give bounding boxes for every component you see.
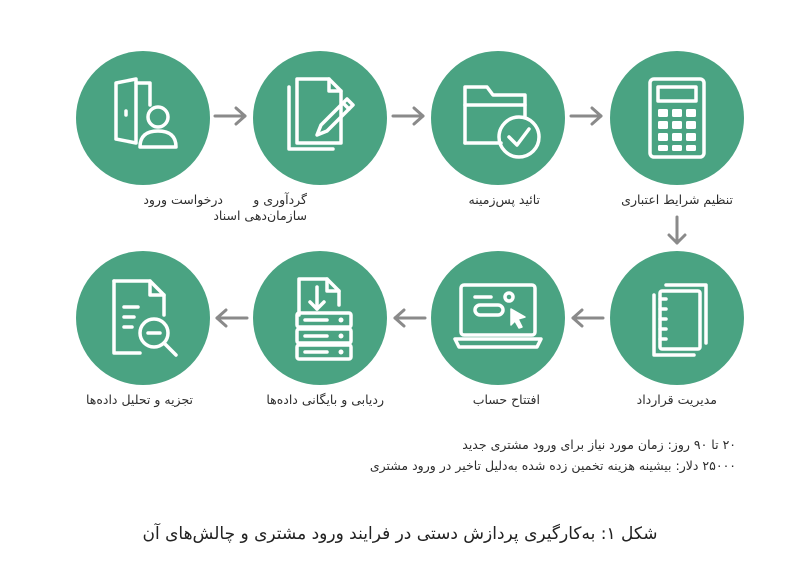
step-label-contract-management: مدیریت قرارداد — [636, 392, 717, 407]
step-label-request: درخواست ورود — [143, 192, 223, 207]
step-circle-request — [76, 51, 210, 185]
step-circle-contract-management — [610, 251, 744, 385]
step-circle-credit-terms — [610, 51, 744, 185]
arrow-down — [667, 214, 687, 248]
arrow-left-2 — [390, 308, 428, 328]
step-circle-tracking-archiving — [253, 251, 387, 385]
door-user-icon — [76, 51, 210, 185]
step-label-credit-terms: تنظیم شرایط اعتباری — [621, 192, 733, 207]
arrow-right-3 — [568, 106, 606, 126]
step-circle-collect-documents — [253, 51, 387, 185]
arrow-left-1 — [568, 308, 606, 328]
step-label-tracking-archiving: ردیابی و بایگانی داده‌ها — [266, 392, 384, 407]
step-circle-data-analysis — [76, 251, 210, 385]
note-delay-cost: ۲۵۰۰۰ دلار: بیشینه هزینه تخمین زده شده به‌دلیل تاخیر در ورود مشتری — [369, 458, 736, 473]
arrow-left-3 — [212, 308, 250, 328]
arrow-right-2 — [390, 106, 428, 126]
step-label-account-opening: افتتاح حساب — [472, 392, 540, 407]
document-database-icon — [253, 251, 387, 385]
notebooks-icon — [610, 251, 744, 385]
step-label-background-check: تائید پس‌زمینه — [468, 192, 540, 207]
calculator-icon — [610, 51, 744, 185]
laptop-cursor-icon — [431, 251, 565, 385]
document-magnifier-icon — [76, 251, 210, 385]
step-circle-account-opening — [431, 251, 565, 385]
step-circle-background-check — [431, 51, 565, 185]
figure-caption: شکل ۱: به‌کارگیری پردازش دستی در فرایند ورود مشتری و چالش‌های آن — [142, 524, 658, 544]
folder-check-icon — [431, 51, 565, 185]
note-onboarding-time: ۲۰ تا ۹۰ روز: زمان مورد نیاز برای ورود مشتری جدید — [462, 437, 736, 452]
arrow-right-1 — [212, 106, 250, 126]
documents-pencil-icon — [253, 51, 387, 185]
step-label-data-analysis: تجزیه و تحلیل داده‌ها — [85, 392, 193, 407]
step-label-collect-documents: گردآوری و سازمان‌دهی اسناد — [213, 192, 307, 223]
